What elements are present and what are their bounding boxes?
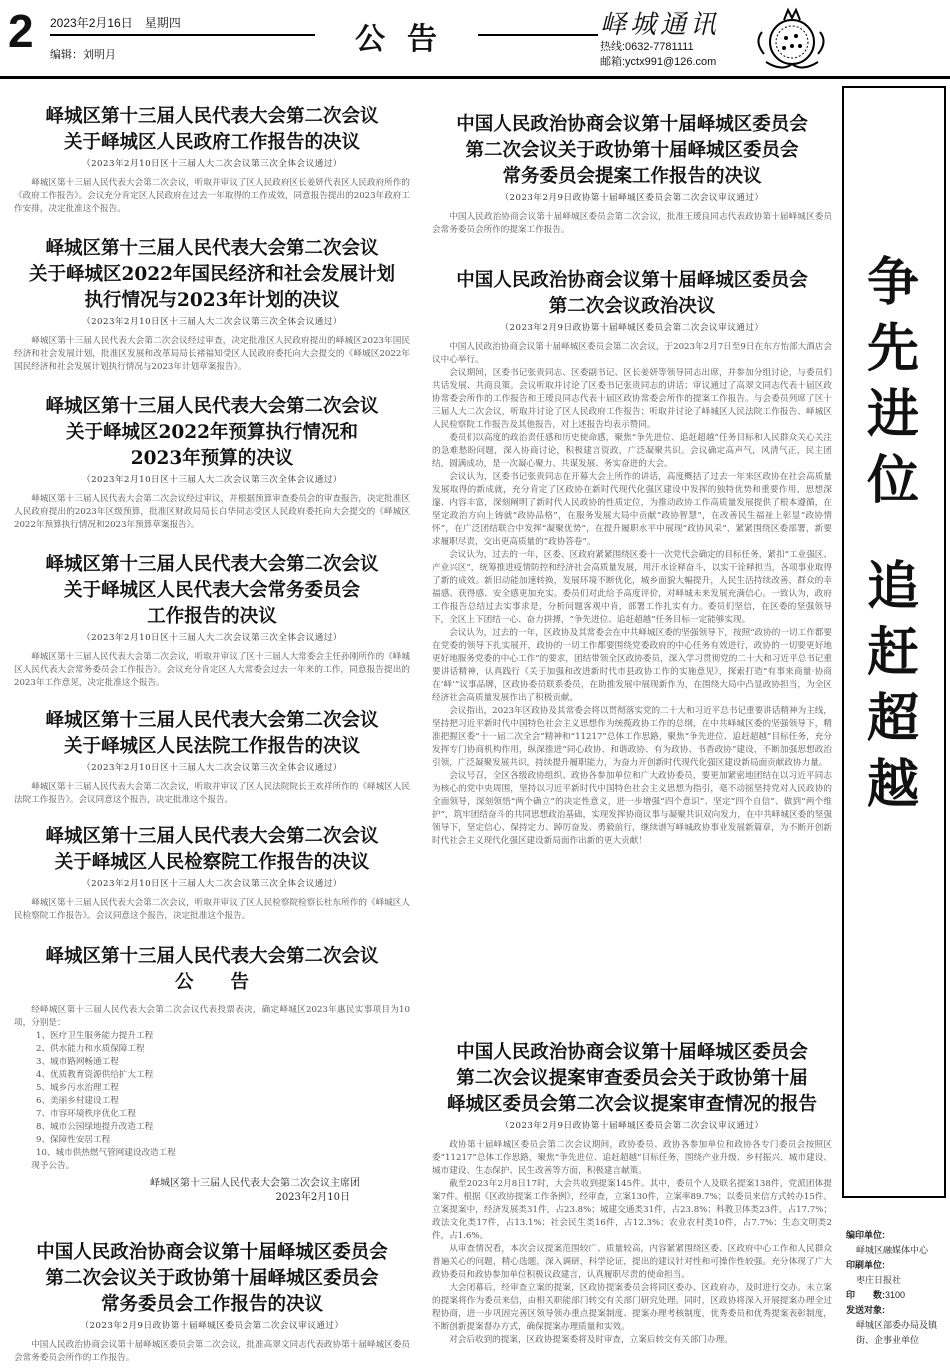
article-subtitle: （2023年2月9日政协第十届峄城区委员会第二次会议审议通过） — [500, 1121, 764, 1131]
header-divider — [0, 76, 950, 79]
article-subtitle: （2023年2月10日区十三届人大二次会议第三次全体会议通过） — [81, 763, 343, 773]
contact-info — [600, 40, 716, 70]
imprint-value: 峄城区融媒体中心 — [856, 1245, 929, 1255]
imprint-label: 发送对象: — [846, 1305, 885, 1315]
signer: 峄城区第十三届人民代表大会第二次会议主席团 — [150, 1178, 360, 1189]
announcement-livelihood-projects — [14, 944, 410, 1205]
resolution-standing-committee — [14, 552, 410, 690]
imprint-label: 印 数: — [846, 1290, 885, 1300]
article-title: 2023年预算的决议 — [130, 448, 294, 469]
article-body: 对会后收到的提案，区政协提案委将及时审查，立案后转交有关部门办理。 — [449, 1335, 733, 1345]
article-body: 会议号召，全区各级政协组织、政协各参加单位和广大政协委员，要更加紧密地团结在以习近平同志为核心的党中央周围，坚持以习近平新时代中国特色社会主义思想为指引，毫不动摇坚持党对人民政协的全面领导，深刻领悟“两个确立”的决定性意义，进一步增强“四个意识”、坚定“四个自信”、做到“两个维护”，筑牢团结奋斗的共同思想政治基础，实现发挥协商议事与凝聚共识双向发力，在中共峄城区委的坚强领导下，坚定信心、保持定力、踔厉奋发、勇毅前行，继续谱写峄城政协事业发展新篇章，为不断开创新时代社会主义现代化强区建设新局面作出新的更大贡献！ — [432, 771, 832, 846]
imprint-row — [846, 1288, 944, 1303]
article-body: 会议指出，2023年区政协及其常委会将以贯彻落实党的二十大和习近平总书记重要讲话精神为主线，坚持把习近平新时代中国特色社会主义思想作为统揽政协工作的总纲，在中共峄城区委的坚强领导下，精准把握区委“十一届二次全会”精神和“11217”总体工作思路，聚焦“争先进位、追赶超越”目标任务，充分发挥专门协商机构作用，纵深推进“同心政协、和谐政协、有为政协、书香政协”建设，不断加强思想政治引领，广泛凝聚发展共识，持续提升履职能力，为奋力开创新时代现代化强区建设新局面贡献政协力量。 — [432, 706, 832, 768]
section-title: 公告 — [355, 22, 459, 57]
article-body: 会议认为，过去的一年，区政协及其常委会在中共峄城区委的坚强领导下，按照“政协的一切工作都要在党委的领导下扎实展开，政协的一切工作都要围绕党委政府的中心任务有效进行，政协的一切要更好地更好地服务党委的中心工作”的要求，团结带领全区政协委员，深入学习贯彻党的二十大和习近平总书记重要讲话精神，认真践行《关于加强和改进新时代市县政协工作的实施意见》，探索打造“有事来商量·协商在‘峄’”议事品牌，区政协委员联系委员，在助推发展中展现新作为，在围绕大局中凸显政协担当，为全区经济社会高质量发展作出了积极贡献。 — [432, 628, 832, 703]
article-title: 中国人民政治协商会议第十届峄城区委员会 — [456, 270, 808, 291]
article-subtitle: （2023年2月9日政协第十届峄城区委员会第二次会议审议通过） — [500, 323, 764, 333]
imprint-label: 印刷单位: — [846, 1260, 885, 1270]
political-resolution — [432, 268, 832, 848]
page-number: 2 — [8, 5, 34, 57]
list-item: 8、城市公园绿地提升改造工程 — [36, 1122, 154, 1132]
article-subtitle: （2023年2月10日区十三届人大二次会议第三次全体会议通过） — [81, 633, 343, 643]
editor-credit: 编辑：刘明月 — [50, 49, 116, 61]
hotline: 热线:0632-7781111 — [600, 41, 694, 53]
article-subtitle: （2023年2月10日区十三届人大二次会议第三次全体会议通过） — [81, 317, 343, 327]
article-body: 政协第十届峄城区委员会第二次会议期间，政协委员、政协各参加单位和政协各专门委员会按照区委“11217”总体工作思路，聚焦“争先进位、追赶超越”目标任务，围绕产业升级、乡村振兴、城市建设、城市建设、生态保护、民生改善等方面，积极建言献策。 — [432, 1140, 832, 1176]
signature-block — [14, 1177, 410, 1205]
article-body: 会议期间，区委书记张贵同志、区委副书记、区长姜妍等领导同志出席，并参加分组讨论，与委员们共话发展、共商良策。会议听取并讨论了区委书记张贵同志的讲话；审议通过了高翠文同志代表十届区政协常委会所作的工作报告和王瑷良同志代表十届区政协常委会所作的提案工作报告。与会委员列席了区十三届人大二次会议，听取并讨论了区人民政府工作报告；听取并讨论了峄城区人民法院工作报告、峄城区人民检察院工作报告及其他报告，对上述报告均表示赞同。 — [432, 368, 832, 430]
header-rule-left — [50, 34, 315, 36]
article-title: 第二次会议关于政协第十届峄城区委员会 — [465, 140, 799, 161]
sign-date: 2023年2月10日 — [275, 1192, 350, 1203]
pomegranate-logo-icon — [752, 2, 830, 74]
article-title: 峄城区第十三届人民代表大会第二次会议 — [45, 826, 379, 847]
list-item: 5、城乡污水治理工程 — [36, 1083, 119, 1093]
list-item: 10、城市供热燃气管网建设改造工程 — [36, 1148, 176, 1158]
article-title: 公 告 — [174, 972, 249, 993]
article-body: 峄城区第十三届人民代表大会第二次会议，听取并审议了区人民政府区长姜妍代表区人民政府所作的《政府工作报告》。会议充分肯定区人民政府在过去一年取得的工作成效，同意报告提出的2023年政府工作安排，决定批准这个报告。 — [14, 178, 410, 214]
resolution-cppcc-work-report — [14, 1240, 410, 1365]
article-title: 关于峄城区2022年预算执行情况和 — [66, 422, 358, 443]
article-title: 峄城区第十三届人民代表大会第二次会议 — [45, 106, 379, 127]
article-title: 第二次会议政治决议 — [548, 296, 716, 317]
imprint-block — [846, 1228, 944, 1348]
article-body: 峄城区第十三届人民代表大会第二次会议，听取并审议了区十三届人大常委会主任孙刚所作的《峄城区人民代表大会常务委员会工作报告》。会议充分肯定区人大常委会过去一年来的工作，同意报告提出的2023年工作意见，决定批准这个报告。 — [14, 652, 410, 688]
article-title: 峄城区第十三届人民代表大会第二次会议 — [45, 396, 379, 417]
article-title: 第二次会议关于政协第十届峄城区委员会 — [45, 1268, 379, 1289]
article-subtitle: （2023年2月9日政协第十届峄城区委员会第二次会议审议通过） — [500, 193, 764, 203]
list-item: 6、美丽乡村建设工程 — [36, 1096, 119, 1106]
imprint-value: 峄城区部委办局及镇街、企事业单位 — [856, 1320, 938, 1345]
email: 邮箱:yctx991@126.com — [600, 56, 717, 68]
list-item: 9、保障性安居工程 — [36, 1135, 111, 1145]
article-title: 常务委员会工作报告的决议 — [100, 1294, 323, 1315]
article-title: 关于峄城区2022年国民经济和社会发展计划 — [29, 264, 395, 285]
header-rule-mid — [478, 34, 598, 36]
slogan-char: 追 — [866, 557, 919, 617]
article-subtitle: （2023年2月10日区十三届人大二次会议第三次全体会议通过） — [81, 879, 343, 889]
resolution-court — [14, 708, 410, 807]
slogan-char: 超 — [866, 689, 919, 749]
masthead-title: 峄城通讯 — [600, 10, 721, 40]
article-title: 常务委员会提案工作报告的决议 — [502, 166, 762, 187]
article-title: 中国人民政治协商会议第十届峄城区委员会 — [36, 1242, 388, 1263]
article-body: 经峄城区第十三届人民代表大会第二次会议代表投票表决，确定峄城区2023年惠民实事项目为10项，分别是： — [14, 1005, 410, 1028]
slogan-char: 赶 — [866, 623, 919, 683]
proposal-review-report — [432, 1040, 832, 1347]
article-subtitle: （2023年2月9日政协第十届峄城区委员会第二次会议审议通过） — [80, 1321, 344, 1331]
slogan-char: 争 — [866, 253, 919, 313]
article-subtitle: （2023年2月10日区十三届人大二次会议第三次全体会议通过） — [81, 159, 343, 169]
article-title: 关于峄城区人民政府工作报告的决议 — [63, 132, 360, 153]
article-body: 会议认为，过去的一年，区委、区政府紧紧围绕区委十一次党代会确定的目标任务，紧扣“工业强区、产业兴区”，统筹推进疫情防控和经济社会高质量发展，用汗水诠释奋斗，以实干诠释担当，各项事业取得了新的成效。新旧动能加速转换，发展环境不断优化，城乡面貌大幅提升，人民生活持续改善，群众的幸福感、获得感、安全感更加充实。委员们对此给予高度评价，对峄城未来发展充满信心。一致认为，政府工作报告总结过去实事求是，分析问题客观中肯，部署工作扎实有力。委员们坚信，在区委的坚强领导下，全区上下团结一心、奋力拼搏，“争先进位、追赶超越”任务目标一定能够实现。 — [432, 550, 832, 625]
article-body: 中国人民政治协商会议第十届峄城区委员会第二次会议，于2023年2月7日至9日在东方怡部大酒店会议中心举行。 — [432, 342, 832, 365]
article-body: 中国人民政治协商会议第十届峄城区委员会第二次会议，批准高翠文同志代表政协第十届峄城区委员会常务委员会所作的工作报告。 — [14, 1340, 410, 1363]
article-body: 会议认为，区委书记张贵同志在开幕大会上所作的讲话，高度概括了过去一年来区政协在社会高质量发展取得的新成就，充分肯定了区政协在新时代现代化强区建设中发挥的独特优势和重要作用，思想深邃、内容丰富，深刻阐明了新时代人民政协的性质定位，为推动政协工作高质量发展提供了根本遵循，在坚定政治方向上铸就“政协品格”，在服务发展大局中贡献“政协智慧”，在改善民生福祉上彰显“政协情怀”，在广泛团结联合中发挥“凝聚优势”，在提升履职水平中展现“政协风采”，紧紧围绕区委部署，新要求履职尽责，交出更高质量的“政协答卷”。 — [432, 472, 832, 547]
article-title: 中国人民政治协商会议第十届峄城区委员会 — [456, 1042, 808, 1063]
slogan — [856, 250, 930, 818]
list-item: 2、供水能力和水质保障工程 — [36, 1044, 145, 1054]
article-title: 峄城区第十三届人民代表大会第二次会议 — [45, 238, 379, 259]
article-body: 峄城区第十三届人民代表大会第二次会议，听取并审议了区人民法院院长王欢祥所作的《峄城区人民法院工作报告》。会议同意这个报告，决定批准这个报告。 — [14, 782, 410, 805]
article-title: 中国人民政治协商会议第十届峄城区委员会 — [456, 114, 808, 135]
resolution-procuratorate — [14, 824, 410, 923]
slogan-char: 位 — [866, 451, 919, 511]
article-body: 峄城区第十三届人民代表大会第二次会议经过审查，决定批准区人民政府提出的峄城区2023年国民经济和社会发展计划，批准区发展和改革局局长褚福知受区人民政府委托向大会提交的《峄城区2022年国民经济和社会发展计划执行情况与2023年计划草案报告》。 — [14, 336, 410, 372]
imprint-label: 编印单位: — [846, 1230, 885, 1240]
resolution-government-report — [14, 104, 410, 216]
article-title: 峄城区第十三届人民代表大会第二次会议 — [45, 946, 379, 967]
article-title: 执行情况与2023年计划的决议 — [84, 290, 340, 311]
list-item: 4、优质教育资源供给扩大工程 — [36, 1070, 154, 1080]
article-title: 工作报告的决议 — [147, 606, 277, 627]
project-list — [14, 1030, 410, 1160]
slogan-char: 越 — [866, 755, 919, 815]
article-subtitle: （2023年2月10日区十三届人大二次会议第三次全体会议通过） — [81, 475, 343, 485]
list-item: 7、市容环境秩序优化工程 — [36, 1109, 136, 1119]
article-body: 中国人民政治协商会议第十届峄城区委员会第二次会议，批准王瑷良同志代表政协第十届峄城区委员会常务委员会所作的提案工作报告。 — [432, 212, 832, 235]
resolution-proposal-work-report — [432, 112, 832, 237]
article-title: 峄城区第十三届人民代表大会第二次会议 — [45, 710, 379, 731]
article-body: 从审查情况看，本次会议提案范围较广、质量较高，内容紧紧围绕区委、区政府中心工作和人民群众普遍关心的问题，精心选题，深入调研，科学论证，提出的建议针对性和可操作性较强。充分体现了广大政协委员和政协参加单位积极议政建言，认真履职尽责的使命担当。 — [432, 1244, 832, 1280]
slogan-char: 进 — [866, 385, 919, 445]
article-body: 现予公告。 — [31, 1161, 75, 1171]
article-title: 关于峄城区人民代表大会常务委员会 — [63, 580, 360, 601]
resolution-budget — [14, 394, 410, 532]
article-title: 第二次会议提案审查委员会关于政协第十届 — [456, 1068, 808, 1089]
list-item: 1、医疗卫生服务能力提升工程 — [36, 1031, 154, 1041]
article-body: 大会闭幕后，经审查立案的提案，区政协提案委员会将同区委办、区政府办，及时进行交办。未立案的提案将作为委员来信，由相关职能部门转交有关部门研究处理。同时，区政协将深入开展提案办理全过程协商，进一步巩固完善区领导领办重点提案制度、提案办理考核制度，优秀委员和优秀提案表彰制度，不断创新提案督办方式，确保提案办理质量和实效。 — [432, 1283, 832, 1332]
article-body: 峄城区第十三届人民代表大会第二次会议，听取并审议了区人民检察院检察长杜东所作的《峄城区人民检察院工作报告》。会议同意这个报告，决定批准这个报告。 — [14, 898, 410, 921]
imprint-value: 枣庄日报社 — [856, 1275, 902, 1285]
article-title: 关于峄城区人民法院工作报告的决议 — [63, 736, 360, 757]
article-body: 截至2023年2月8日17时，大会共收到提案145件。其中，委员个人及联名提案138件，党派团体提案7件。根据《区政协提案工作条例》，经审查，立案130件，立案率89.7%；以委员来信方式转办15件。立案提案中，经济发展类31件，占23.8%；城建交通类31件，占23.8%；科教卫体类23件，占17.7%；政法文化类17件，占13.1%；社会民生类16件，占12.3%；农业农村类10件，占7.7%；生态文明类2件，占1.6%。 — [432, 1179, 832, 1241]
article-title: 关于峄城区人民检察院工作报告的决议 — [54, 852, 370, 873]
article-body: 峄城区第十三届人民代表大会第二次会议经过审议，并根据预算审查委员会的审查报告，决定批准区人民政府提出的2023年区级预算，批准区财政局局长白华同志受区人民政府委托向大会提交的《峄城区2022年预算执行情况和2023年预算草案报告》。 — [14, 494, 410, 530]
article-title: 峄城区委员会第二次会议提案审查情况的报告 — [446, 1094, 817, 1115]
slogan-char: 先 — [866, 319, 919, 379]
resolution-economic-plan — [14, 236, 410, 374]
imprint-value: 3100 — [885, 1290, 906, 1300]
article-title: 峄城区第十三届人民代表大会第二次会议 — [45, 554, 379, 575]
article-body: 委员们以高度的政治责任感和历史使命感，聚焦“争先进位、追赶超越”任务目标和人民群众关心关注的急难愁盼问题，深入协商讨论，积极建言资政，广泛凝聚共识。会议确定高声气，风清气正，民主团结，圆满成功，是一次凝心聚力、共谋发展、务实奋进的大会。 — [432, 433, 832, 469]
issue-date: 2023年2月16日 星期四 — [50, 16, 181, 30]
list-item: 3、城市路网畅通工程 — [36, 1057, 119, 1067]
